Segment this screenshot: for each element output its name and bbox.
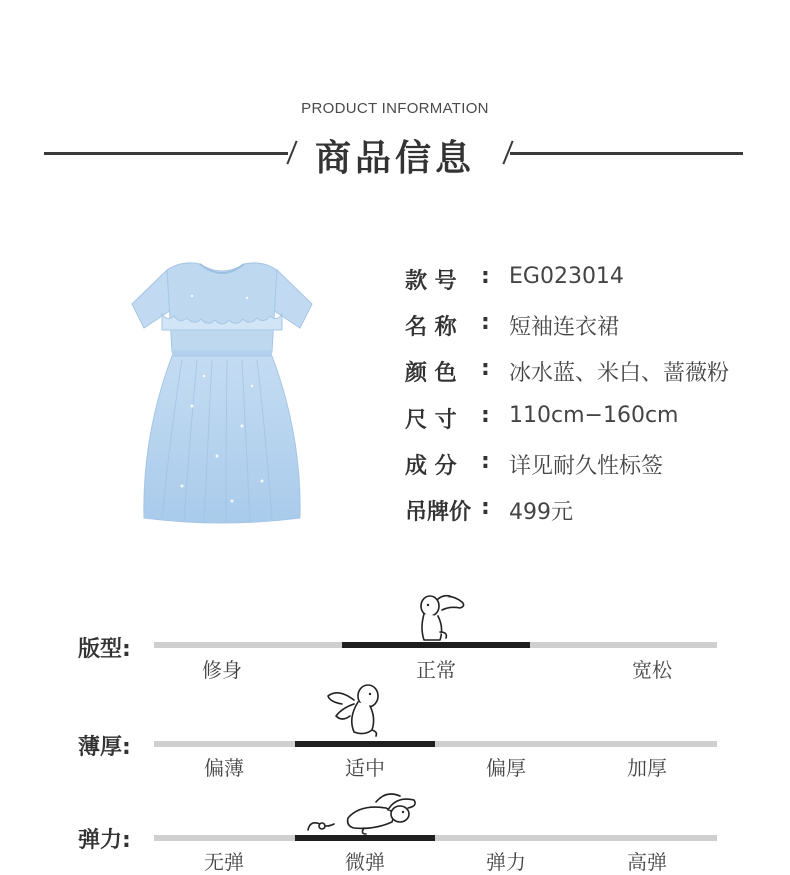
bunny-sitting-icon (324, 680, 384, 740)
thickness-scale-selected-segment (295, 741, 435, 747)
thickness-option: 加厚 (627, 756, 667, 780)
elasticity-option: 弹力 (486, 850, 526, 874)
info-colon: : (481, 356, 490, 381)
elasticity-option: 微弹 (345, 850, 385, 874)
thickness-option: 偏薄 (204, 756, 244, 780)
thickness-scale-label: 薄厚: (78, 735, 131, 760)
info-value: 110cm−160cm (509, 403, 679, 428)
thickness-option: 适中 (345, 756, 385, 780)
title-divider-right (510, 152, 743, 155)
info-value: 冰水蓝、米白、蔷薇粉 (509, 361, 730, 386)
section-title: 商品信息 (314, 138, 475, 179)
thickness-option: 偏厚 (486, 756, 526, 780)
info-value: 详见耐久性标签 (509, 454, 664, 479)
info-colon: : (481, 403, 490, 428)
info-value: 短袖连衣裙 (509, 315, 620, 340)
info-label: 名 称 (405, 315, 457, 340)
thickness-scale-track (154, 741, 717, 747)
info-label: 成 分 (405, 454, 457, 479)
elasticity-option: 无弹 (204, 850, 244, 874)
info-colon: : (481, 495, 490, 520)
bunny-standing-icon (412, 588, 468, 644)
info-label: 款 号 (405, 269, 457, 294)
elasticity-scale-track (154, 835, 717, 841)
info-colon: : (481, 310, 490, 335)
info-value: 499元 (509, 500, 573, 525)
elasticity-scale-label: 弹力: (78, 828, 131, 853)
info-value: EG023014 (509, 264, 624, 289)
elasticity-option: 高弹 (627, 850, 667, 874)
product-image (122, 256, 322, 531)
fit-option: 宽松 (632, 658, 672, 682)
fit-option: 修身 (202, 658, 242, 682)
info-colon: : (481, 264, 490, 289)
bunny-leaping-icon (304, 790, 424, 836)
section-subtitle: PRODUCT INFORMATION (301, 100, 489, 117)
info-label: 尺 寸 (405, 408, 457, 433)
info-label: 吊牌价 (405, 500, 472, 525)
fit-option: 正常 (416, 658, 456, 682)
fit-scale-label: 版型: (78, 637, 131, 662)
info-label: 颜 色 (405, 361, 457, 386)
info-colon: : (481, 449, 490, 474)
